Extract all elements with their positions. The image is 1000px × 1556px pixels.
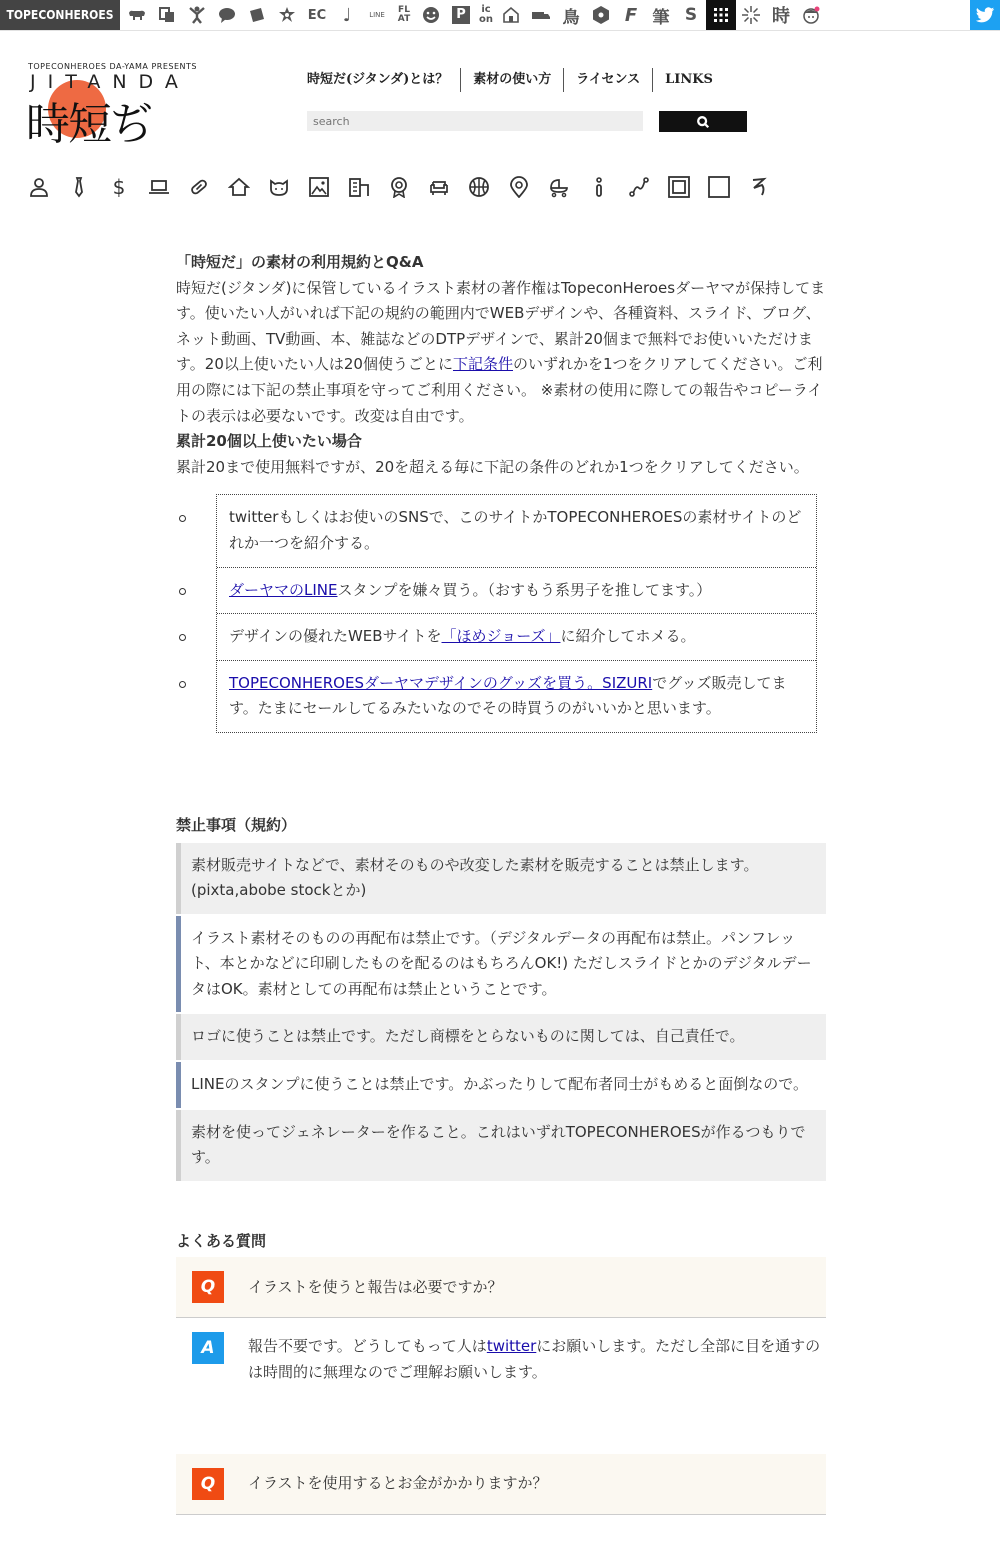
- conditions-list: [216, 494, 817, 733]
- cow-icon[interactable]: [122, 0, 152, 30]
- brush-kanji-icon[interactable]: 筆: [652, 7, 670, 28]
- picture-icon[interactable]: [308, 175, 348, 199]
- sofa-icon[interactable]: [428, 175, 468, 199]
- q-badge: Q: [192, 1468, 224, 1500]
- q-badge: Q: [192, 1271, 224, 1303]
- prohibited-item: 素材販売サイトなどで、素材そのものや改変した素材を販売することは禁止します。(pixta,abobe stockとか): [176, 843, 826, 914]
- prohibited-list: [176, 843, 826, 1181]
- bookmark-icon[interactable]: [242, 0, 272, 30]
- person-pose-icon[interactable]: [182, 0, 212, 30]
- faq-answer-text: [248, 1334, 826, 1385]
- flower-icon[interactable]: [272, 0, 302, 30]
- jitanda-logo[interactable]: [26, 62, 228, 150]
- list-item: [217, 495, 816, 566]
- person-icon[interactable]: [28, 175, 68, 199]
- baby-carriage-icon[interactable]: [548, 175, 588, 199]
- p-badge-letter: P: [452, 6, 470, 24]
- medal-icon[interactable]: [388, 175, 428, 199]
- condition-text: twitterもしくはお使いのSNSで、このサイトかTOPECONHEROESの素材サイトのどれか一つを紹介する。: [229, 508, 802, 552]
- search-icon: [696, 115, 710, 129]
- search-button[interactable]: [659, 111, 747, 132]
- route-icon[interactable]: [628, 175, 668, 199]
- frame-icon[interactable]: [668, 175, 708, 199]
- smile-face-icon[interactable]: [416, 0, 446, 30]
- p-badge-icon[interactable]: [446, 0, 476, 30]
- condition-text: デザインの優れたWEBサイトを: [229, 627, 442, 646]
- line-stamp-link[interactable]: ダーヤマのLINE: [229, 580, 338, 599]
- burst-icon[interactable]: [736, 0, 766, 30]
- katakana-so-icon[interactable]: [748, 175, 788, 199]
- home-icon[interactable]: [228, 175, 268, 199]
- music-note-icon[interactable]: ♩: [342, 4, 352, 26]
- list-item: [217, 567, 816, 614]
- dollar-icon[interactable]: [108, 175, 148, 199]
- ec-text-icon[interactable]: EC: [307, 7, 327, 23]
- logo-jitanda-text: JITANDA: [30, 71, 190, 93]
- condition-text: に紹介してホメる。: [560, 627, 696, 646]
- cat-face-icon[interactable]: [268, 175, 308, 199]
- answer-text-1: 報告不要です。どうしてもって人は: [248, 1337, 487, 1356]
- laptop-icon[interactable]: [148, 175, 188, 199]
- info-icon[interactable]: [588, 175, 628, 199]
- terms-title: 「時短だ」の素材の利用規約とQ&A: [176, 253, 424, 271]
- faq-question: [176, 1454, 826, 1515]
- twitter-link[interactable]: twitter: [486, 1337, 537, 1356]
- prohibited-item: ロゴに使うことは禁止です。ただし商標をとらないものに関しては、自己責任で。: [176, 1014, 826, 1060]
- list-item: [217, 613, 816, 660]
- terms-intro: [176, 276, 826, 430]
- map-pin-icon[interactable]: [508, 175, 548, 199]
- search-input[interactable]: [307, 111, 643, 131]
- faq-question-text: イラストを使用するとお金がかかりますか？: [248, 1473, 548, 1492]
- grid-icon[interactable]: [706, 0, 736, 30]
- building-icon[interactable]: [348, 175, 388, 199]
- condition-text: スタンプを嫌々買う。（おすもう系男子を推してます。）: [337, 580, 712, 599]
- faq-heading: よくある質問: [176, 1231, 267, 1250]
- over20-heading: 累計20個以上使いたい場合: [176, 432, 362, 451]
- logo-kanji-text: 時短ぢ: [26, 99, 152, 150]
- face-avatar-icon[interactable]: [796, 0, 826, 30]
- prohibited-item: LINEのスタンプに使うことは禁止です。かぶったりして配布者同士がもめると面倒なので。: [176, 1062, 826, 1108]
- list-item: [217, 660, 816, 732]
- intro-text-2: のいずれかを1つをクリアしてください。ご利用の際には下記の禁止事項を守ってご利用ください。 ※素材の使用に際しての報告やコピーライトの表示は必要ないです。改変は自由です。: [176, 355, 823, 425]
- bird-kanji-icon[interactable]: 鳥: [562, 7, 580, 28]
- a-badge: A: [192, 1332, 224, 1364]
- time-kanji-icon[interactable]: 時: [772, 6, 790, 27]
- faq-question: [176, 1257, 826, 1318]
- twitter-bird-icon[interactable]: [970, 0, 1000, 30]
- s-letter-icon[interactable]: S: [684, 5, 698, 25]
- homejaws-link[interactable]: 「ほめジョーズ」: [441, 627, 561, 646]
- hex-pattern-icon[interactable]: [586, 0, 616, 30]
- truck-icon[interactable]: [526, 0, 556, 30]
- prohibited-item: イラスト素材そのものの再配布は禁止です。（デジタルデータの再配布は禁止。パンフレット、本とかなどに印刷したものを配るのはもちろんOK!) ただしスライドとかのデジタルデータはOK。素材としての再配布は禁止ということです。: [176, 916, 826, 1013]
- flat-text-icon[interactable]: FL AT: [397, 5, 411, 24]
- chat-bubble-icon[interactable]: [212, 0, 242, 30]
- nav-about[interactable]: 時短だ(ジタンダ)とは？: [307, 68, 461, 92]
- pill-icon[interactable]: [188, 175, 228, 199]
- global-nav: [307, 68, 725, 92]
- conditions-link[interactable]: 下記条件: [452, 355, 513, 374]
- faq-question-text: イラストを使うと報告は必要ですか？: [248, 1277, 503, 1296]
- house-icon[interactable]: [496, 0, 526, 30]
- necktie-icon[interactable]: [68, 175, 108, 199]
- prohibited-item: 素材を使ってジェネレーターを作ること。これはいずれTOPECONHEROESが作るつもりです。: [176, 1110, 826, 1181]
- nav-links[interactable]: LINKS: [665, 72, 713, 87]
- network-icon-row: [122, 0, 826, 30]
- copy-icon[interactable]: [152, 0, 182, 30]
- main-content: [176, 250, 826, 1515]
- nav-how-to-use[interactable]: 素材の使い方: [461, 68, 564, 92]
- f-letter-icon[interactable]: F: [624, 4, 638, 26]
- network-bar: [0, 0, 1000, 31]
- basketball-icon[interactable]: [468, 175, 508, 199]
- square-icon[interactable]: [708, 175, 748, 199]
- sizuri-goods-link[interactable]: TOPECONHEROESダーヤマデザインのグッズを買う。SIZURI: [229, 673, 653, 692]
- nav-license[interactable]: ライセンス: [564, 68, 653, 92]
- intro-text-1: 時短だ(ジタンダ)に保管しているイラスト素材の著作権はTopeconHeroesダーヤマが保持してます。使いたい人がいれば下記の規約の範囲内でWEBデザインや、各種資料、スライド、ブログ、ネット動画、TV動画、本、雑誌などのDTPデザインで、累計20個まで無料でお使いいただけます。20以上使いたい人は20個使うごとに: [176, 278, 826, 374]
- svg-text:$: $: [112, 176, 126, 198]
- condition-text: でグッズ販売してます。たまにセールしてるみたいなのでその時買うのがいいかと思います。: [229, 673, 787, 718]
- answer-text-2: にお願いします。ただし全部に目を通すのは時間的に無理なのでご理解お願いします。: [248, 1337, 821, 1382]
- line-text-icon[interactable]: LINE: [369, 11, 385, 19]
- logo-presents-text: TOPECONHEROES DA-YAMA PRESENTS: [28, 62, 197, 71]
- topeconheroes-brand-link[interactable]: TOPECONHEROES: [0, 0, 120, 30]
- icon-text-icon[interactable]: ic on: [479, 4, 493, 25]
- over20-text: 累計20まで使用無料ですが、20を超える毎に下記の条件のどれか1つをクリアしてください。: [176, 457, 809, 476]
- category-icon-row: [28, 175, 788, 199]
- prohibited-heading: 禁止事項（規約）: [176, 815, 297, 834]
- faq-answer: [176, 1318, 826, 1385]
